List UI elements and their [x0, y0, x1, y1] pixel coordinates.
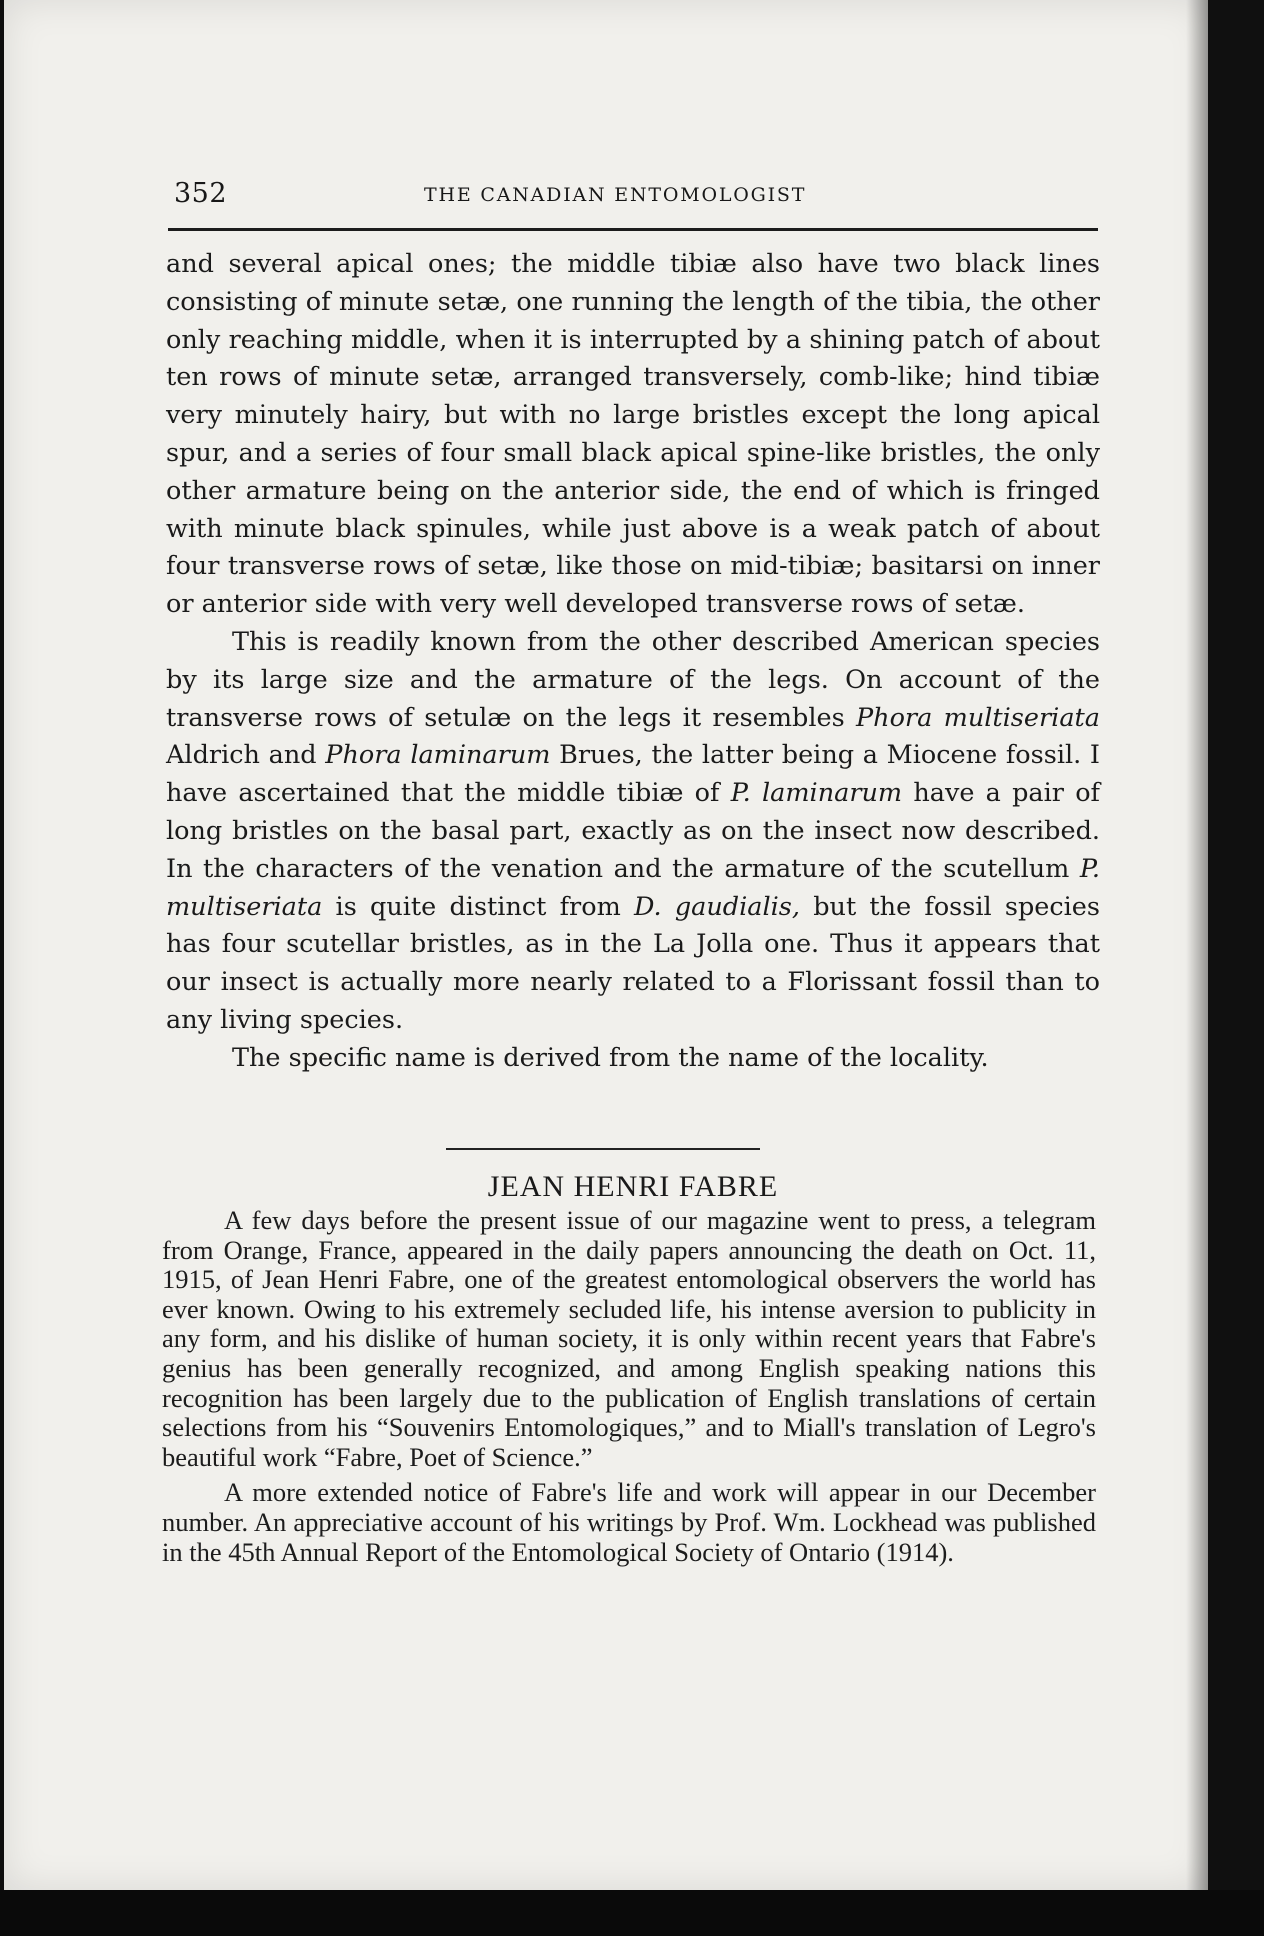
species-name: Phora multiseriata: [856, 702, 1100, 733]
notice-paragraph-2: A more extended notice of Fabre's life and work will appear in our December number. An appreciative account of his writings by Prof. Wm. Lockhead was published in the 45th Annual Report of the Entomological Society of Ontario (1914).: [162, 1477, 1096, 1567]
notice-body: [162, 1206, 1096, 1567]
notice-title: JEAN HENRI FABRE: [487, 1170, 779, 1203]
adjacent-page-edge: [1208, 0, 1264, 1936]
p2-text: This is readily known from the other described American species by its large size and the armature of the legs. On account of the transverse rows of setulæ on the legs it resembles: [166, 626, 1100, 733]
notice-paragraph-1: A few days before the present issue of our magazine went to press, a telegram from Orange, France, appeared in the daily papers announcing the death on Oct. 11, 1915, of Jean Henri Fabre, one of the greatest entomological observers the world has ever known. Owing to his extremely secluded life, his intense aversion to publicity in any form, and his dislike of human society, it is only within recent years that Fabre's genius has been generally recognized, and among English speaking nations this recognition has been largely due to the publication of English translations of certain selections from his “Souvenirs Entomologiques,” and to Miall's translation of Legro's beautiful work “Fabre, Poet of Science.”: [162, 1205, 1096, 1472]
page-number: 352: [174, 178, 228, 209]
running-header: [168, 178, 1100, 212]
scan-bottom-edge: [0, 1890, 1264, 1936]
article-body: [166, 246, 1100, 1078]
species-name: P. multiseriata: [166, 853, 1100, 922]
p2-text: but the fossil species has four scutellar bristles, as in the La Jolla one. Thus it appears that our insect is actually more nearly related to a Florissant fossil than to any living species.: [166, 891, 1100, 1035]
journal-title: THE CANADIAN ENTOMOLOGIST: [424, 184, 807, 206]
gutter-shadow: [1186, 0, 1208, 1890]
species-name: P. laminarum: [730, 778, 903, 809]
article-paragraph-1: and several apical ones; the middle tibiæ also have two black lines consisting of minute setæ, one running the length of the tibia, the other only reaching middle, when it is interrupted by a shining patch of about ten rows of minute setæ, arranged transversely, comb-like; hind tibiæ very minutely hairy, but with no large bristles except the long apical spur, and a series of four small black apical spine-like bristles, the only other armature being on the anterior side, the end of which is fringed with minute black spinules, while just above is a weak patch of about four transverse rows of setæ, like those on mid-tibiæ; basitarsi on inner or anterior side with very well developed transverse rows of setæ.: [166, 249, 1100, 620]
article-paragraph-3: The specific name is derived from the name of the locality.: [232, 1042, 989, 1073]
header-rule: [168, 228, 1098, 231]
article-paragraph-2: [166, 624, 1100, 1040]
p2-text: have a pair of long bristles on the basal part, exactly as on the insect now described. In the characters of the venation and the armature of the scutellum: [166, 778, 1100, 884]
p2-text: Aldrich and: [166, 740, 326, 771]
species-name: D. gaudialis,: [633, 891, 800, 922]
p2-text: Brues, the latter being a Miocene fossil. I have ascertained that the middle tibiæ of: [166, 740, 1101, 809]
species-name: Phora laminarum: [325, 740, 551, 771]
section-divider: [446, 1148, 760, 1150]
p2-text: is quite distinct from: [322, 891, 634, 922]
